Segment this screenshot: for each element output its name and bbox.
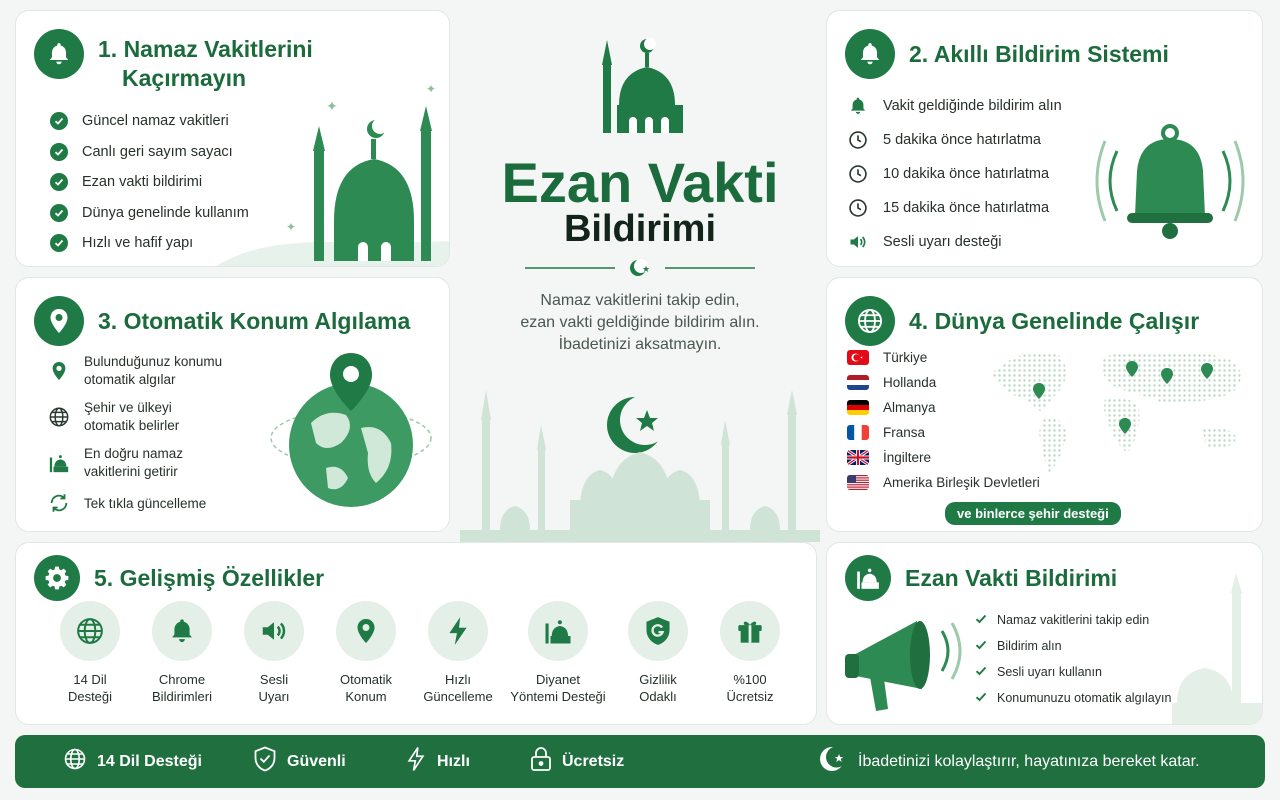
check-icon [975,639,987,654]
globe-icon [60,601,120,661]
svg-text:✦: ✦ [326,98,338,114]
feature-item: Gizlilik Odaklı [612,601,704,705]
hero-center [460,10,820,542]
list-item: Konumunuzu otomatik algılayın [975,685,1171,711]
refresh-icon [48,492,70,514]
country-list [847,345,1040,495]
list-item: En doğru namaz vakitlerini getirir [48,440,222,486]
list-item: 5 dakika önce hatırlatma [847,123,1062,157]
feature-item: 14 Dil Desteği [44,601,136,705]
globe-icon [48,406,70,428]
crescent-star-icon [820,745,848,778]
feature-list [50,106,249,259]
location-pin-icon [336,601,396,661]
list-item: Sesli uyarı desteği [847,225,1062,259]
check-icon [50,143,68,161]
country-item: Almanya [847,395,1040,420]
divider-crescent [520,258,760,278]
footer-tagline: İbadetinizi kolaylaştırır, hayatınıza bereket katar. [820,745,1200,778]
flag-usa-icon [847,475,869,490]
bell-icon [34,29,84,79]
list-item: Canlı geri sayım sayacı [50,137,249,168]
card-auto-location [15,277,450,532]
hero-subtitle: Bildirimi [563,208,717,250]
country-item: Fransa [847,420,1040,445]
list-item: Vakit geldiğinde bildirim alın [847,89,1062,123]
list-item: Bildirim alın [975,633,1171,659]
card-advanced-features [15,542,817,725]
footer-item-free: Ücretsiz [530,746,624,777]
mosque-icon [528,601,588,661]
feature-item: Sesli Uyarı [228,601,320,705]
check-icon [50,112,68,130]
globe-illustration [266,353,436,518]
svg-text:✦: ✦ [286,220,297,234]
speaker-icon [244,601,304,661]
country-item: Hollanda [847,370,1040,395]
flag-uk-icon [847,450,869,465]
lock-icon [530,746,552,777]
svg-text:✦: ✦ [426,82,437,96]
gift-icon [720,601,780,661]
check-icon [50,173,68,191]
list-item: Namaz vakitlerini takip edin [975,607,1171,633]
country-item: Amerika Birleşik Devletleri [847,470,1040,495]
globe-icon [845,296,895,346]
card-summary [826,542,1263,725]
check-icon [975,613,987,628]
mosque-watermark [1157,573,1263,725]
country-item: İngiltere [847,445,1040,470]
mosque-skyline [460,390,820,542]
list-item: Dünya genelinde kullanım [50,198,249,229]
card-title: 3. Otomatik Konum Algılama [98,307,411,334]
mosque-logo-icon [595,35,685,135]
feature-item: %100 Ücretsiz [704,601,796,705]
flag-netherlands-icon [847,375,869,390]
footer-item-secure: Güvenli [253,746,346,777]
card-title: 1. Namaz Vakitlerini [98,36,313,62]
card-title: Ezan Vakti Bildirimi [905,564,1118,591]
shield-icon [253,746,277,777]
card-smart-notifications [826,10,1263,267]
check-icon [50,204,68,222]
bell-icon [152,601,212,661]
notification-list [847,89,1062,259]
card-prayer-times [15,10,450,267]
feature-item: Hızlı Güncelleme [412,601,504,705]
check-icon [50,234,68,252]
megaphone-illustration [842,611,972,716]
mosque-icon [48,452,70,474]
check-icon [975,665,987,680]
shield-icon [628,601,688,661]
flag-germany-icon [847,400,869,415]
location-pin-icon [48,360,70,382]
check-icon [975,691,987,706]
list-item: 15 dakika önce hatırlatma [847,191,1062,225]
lightning-icon [405,746,427,777]
bell-icon [845,29,895,79]
bell-icon [847,95,869,117]
bell-illustration [1095,121,1245,246]
gear-icon [34,555,80,601]
clock-icon [847,197,869,219]
list-item: 10 dakika önce hatırlatma [847,157,1062,191]
list-item: Şehir ve ülkeyi otomatik belirler [48,394,222,440]
footer-bar [15,735,1265,788]
mosque-icon [845,555,891,601]
clock-icon [847,163,869,185]
feature-item: Otomatik Konum [320,601,412,705]
list-item: Tek tıkla güncelleme [48,486,222,520]
location-list [48,348,222,520]
flag-turkey-icon [847,350,869,365]
summary-list [975,607,1171,711]
card-title: 4. Dünya Genelinde Çalışır [909,307,1200,334]
card-title: 5. Gelişmiş Özellikler [94,564,325,591]
list-item: Hızlı ve hafif yapı [50,228,249,259]
list-item: Bulunduğunuz konumu otomatik algılar [48,348,222,394]
list-item: Güncel namaz vakitleri [50,106,249,137]
card-worldwide [826,277,1263,532]
feature-item: Chrome Bildirimleri [136,601,228,705]
city-support-badge: ve binlerce şehir desteği [945,502,1121,525]
flag-france-icon [847,425,869,440]
clock-icon [847,129,869,151]
footer-item-languages: 14 Dil Desteği [63,747,202,776]
footer-item-fast: Hızlı [405,746,470,777]
feature-grid [44,601,796,705]
list-item: Sesli uyarı kullanın [975,659,1171,685]
svg-text:★: ★ [642,264,651,274]
location-pin-icon [34,296,84,346]
mosque-illustration [216,81,450,267]
lightning-icon [428,601,488,661]
card-title: 2. Akıllı Bildirim Sistemi [909,40,1169,67]
hero-title: Ezan Vakti [501,151,779,214]
speaker-icon [847,231,869,253]
feature-item: Diyanet Yöntemi Desteği [504,601,612,705]
card-title-line2: Kaçırmayın [122,65,247,91]
hero-description: Namaz vakitlerini takip edin, ezan vakti geldiğinde bildirim alın. İbadetinizi aksatmayın. [520,292,760,353]
list-item: Ezan vakti bildirimi [50,167,249,198]
globe-icon [63,747,87,776]
country-item: Türkiye [847,345,1040,370]
